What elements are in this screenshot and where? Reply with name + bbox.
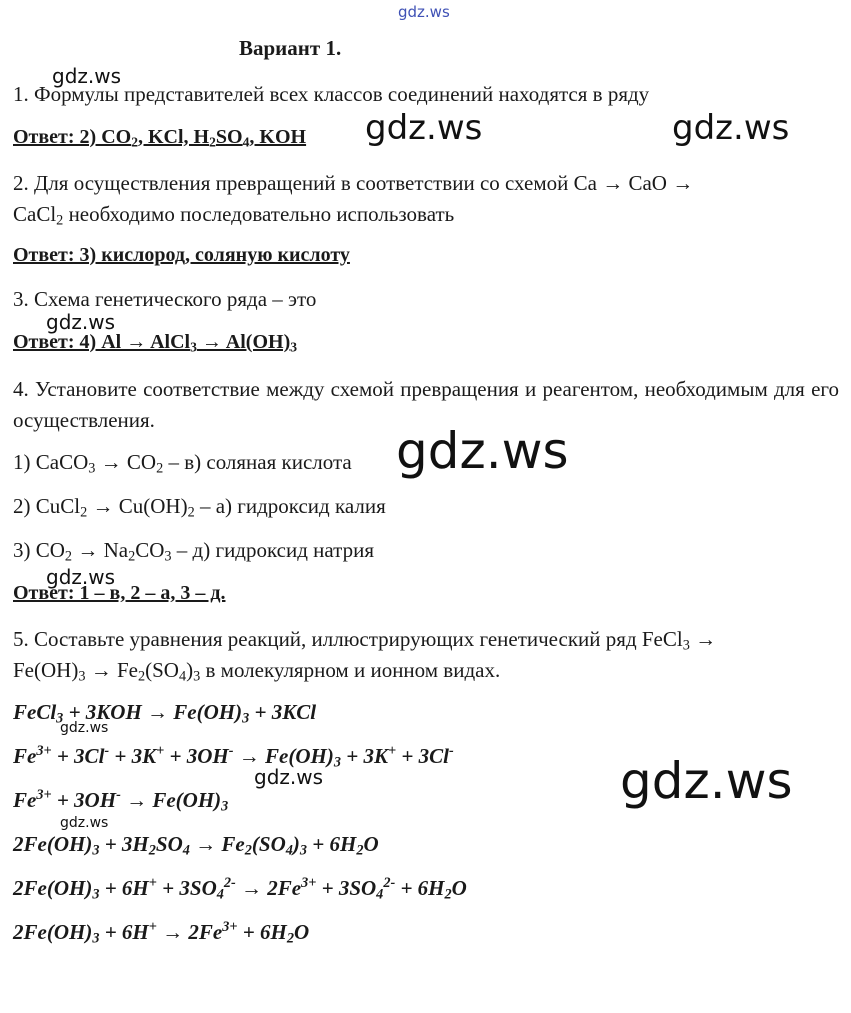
watermark-top: gdz.ws <box>398 3 450 21</box>
answer-3: Ответ: 4) Al → AlCl$_3$ → $Al(OH)_3$ <box>13 331 298 355</box>
answer-2: Ответ: 3) кислород, соляную кислоту <box>13 244 350 266</box>
question-4: 4. Установите соответствие между схемой превращения и реагентом, необходимым для его осуществления. <box>13 377 839 432</box>
equation-3: $Fe^{3+} + 3OH^- \to Fe(OH)_3$ <box>13 787 229 815</box>
question-5: 5. Составьте уравнения реакций, иллюстрирующих генетический ряд FeCl$_3$ → $Fe(OH)_3 \to Fe_2(SO_4)_3$ в молекулярном и ионном видах. <box>13 627 717 685</box>
question-2: 2. Для осуществления превращений в соответствии со схемой Ca → CaO → CaCl$_2$ необходимо последовательно использовать <box>13 171 694 229</box>
watermark: gdz.ws <box>254 765 324 789</box>
watermark: gdz.ws <box>46 310 116 334</box>
watermark: gdz.ws <box>46 565 116 589</box>
watermark: gdz.ws <box>60 720 109 736</box>
watermark: gdz.ws <box>396 422 569 480</box>
equation-6: $2Fe(OH)_3 + 6H^+ \to 2Fe^{3+} + 6H_2O$ <box>13 919 310 947</box>
watermark: gdz.ws <box>672 108 790 148</box>
equation-1: FeCl$_3$ + $3KOH \to Fe(OH)_3 + 3KCl$ <box>13 700 317 727</box>
watermark: gdz.ws <box>620 752 793 810</box>
q4-item-3: 3) $CO_2 \to Na_2CO_3 - д$) гидроксид натрия <box>13 538 375 565</box>
q4-item-2: 2) CuCl$_2$ → $Cu(OH)_2 - а$) гидроксид калия <box>13 494 386 521</box>
watermark: gdz.ws <box>365 108 483 148</box>
answer-4: Ответ: 1 – в, 2 – а, 3 – д. <box>13 582 226 604</box>
equation-5: $2Fe(OH)_3 + 6H^+ + 3SO_4^{2-} \to 2Fe^{3+} + 3SO_4^{2-} + 6H_2O$ <box>13 875 467 903</box>
answer-1: Ответ: 2) $CO_2$, KCl, $H_2SO_4$, KOH <box>13 126 307 150</box>
equation-4: $2Fe(OH)_3 + 3H_2SO_4 \to Fe_2(SO_4)_3 + 6H_2O$ <box>13 832 379 859</box>
watermark: gdz.ws <box>52 64 122 88</box>
question-1: 1. Формулы представителей всех классов соединений находятся в ряду <box>13 82 650 106</box>
watermark: gdz.ws <box>60 815 109 831</box>
q4-item-1: 1) CaCO$_3$ → $CO_2 - в$) соляная кислота <box>13 450 352 477</box>
question-3: 3. Схема генетического ряда – это <box>13 287 317 311</box>
equation-2: $Fe^{3+} + 3Cl^- + 3K^+ + 3OH^- \to Fe(OH)_3 + 3K^+ + 3Cl^-$ <box>13 743 454 771</box>
page-title: Вариант 1. <box>239 36 342 60</box>
